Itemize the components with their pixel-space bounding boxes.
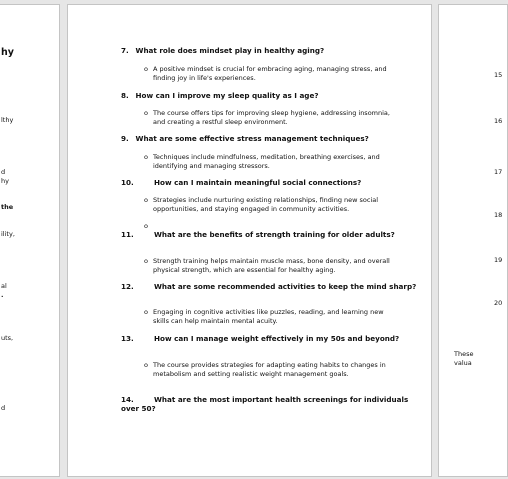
right-page-text-fragment: valua [454, 359, 472, 367]
left-page-text-fragment: hy [1, 177, 9, 185]
bullet-icon: o [144, 153, 148, 161]
left-page-text-fragment: ility, [1, 230, 15, 238]
left-page-text-fragment: lthy [1, 116, 14, 124]
bullet-icon: o [144, 196, 148, 204]
faq-question: 11. What are the benefits of strength training for older adults? [121, 230, 395, 239]
right-page-number: 18 [494, 211, 503, 219]
left-page-bold-fragment: the [1, 203, 14, 211]
right-page-text-fragment: These [454, 350, 474, 358]
bullet-icon: o [144, 222, 148, 230]
left-page-text-fragment: d [1, 168, 6, 176]
faq-question: 10. How can I maintain meaningful social connections? [121, 178, 362, 187]
left-page-title-fragment: hy [1, 47, 14, 58]
right-page-number: 20 [494, 299, 503, 307]
center-page: 7. What role does mindset play in healthy aging? o A positive mindset is crucial for embracing aging, managing stress, and finding joy in life's experiences. 8. How can I improve my sleep quality as I age? o The course offers tips for improving sleep hygiene, addressing insomnia, and creating a restful sleep environment. 9. What are some effective stress management techniques? o Techniques include mindfulness, meditation, breathing exercises, and identifying and managing stressors. 10. How can I maintain meaningful social connections? o Strategies include nurturing existing relationships, finding new social opportunities, and staying engaged in community activities. o 11. What are the benefits of strength training for older adults? o Strength training helps maintain muscle mass, bone density, and overall physical strength, which are essential for healthy aging. 12. What are some recommended activities to keep the mind sharp? o Engaging in cognitive activities like puzzles, reading, and learning new skills can help maintain mental acuity. 13. How can I manage weight effectively in my 50s and beyond? o The course provides strategies for adapting eating habits to changes in metabolism and setting realistic weight management goals. 14. What are the most important health screenings for individuals over 50? [67, 4, 432, 477]
faq-question: 14. What are the most important health screenings for individuals over 50? [121, 395, 409, 413]
right-page-number: 17 [494, 168, 503, 176]
left-page-text-fragment: al [1, 282, 7, 290]
right-page-number: 16 [494, 117, 503, 125]
right-page [438, 4, 508, 477]
faq-question: 9. What are some effective stress management techniques? [121, 134, 369, 143]
faq-question: 12. What are some recommended activities to keep the mind sharp? [121, 282, 417, 291]
bullet-icon: o [144, 361, 148, 369]
bullet-icon: o [144, 308, 148, 316]
left-page [0, 4, 60, 477]
bullet-icon: o [144, 65, 148, 73]
bullet-icon: o [144, 109, 148, 117]
faq-question: 8. How can I improve my sleep quality as I age? [121, 91, 319, 100]
faq-question: 13. How can I manage weight effectively in my 50s and beyond? [121, 334, 400, 343]
right-page-number: 15 [494, 71, 503, 79]
faq-question: 7. What role does mindset play in healthy aging? [121, 46, 325, 55]
left-page-text-fragment: . [1, 291, 4, 299]
bullet-icon: o [144, 257, 148, 265]
left-page-text-fragment: uts, [1, 334, 14, 342]
right-page-number: 19 [494, 256, 503, 264]
left-page-text-fragment: d [1, 404, 6, 412]
